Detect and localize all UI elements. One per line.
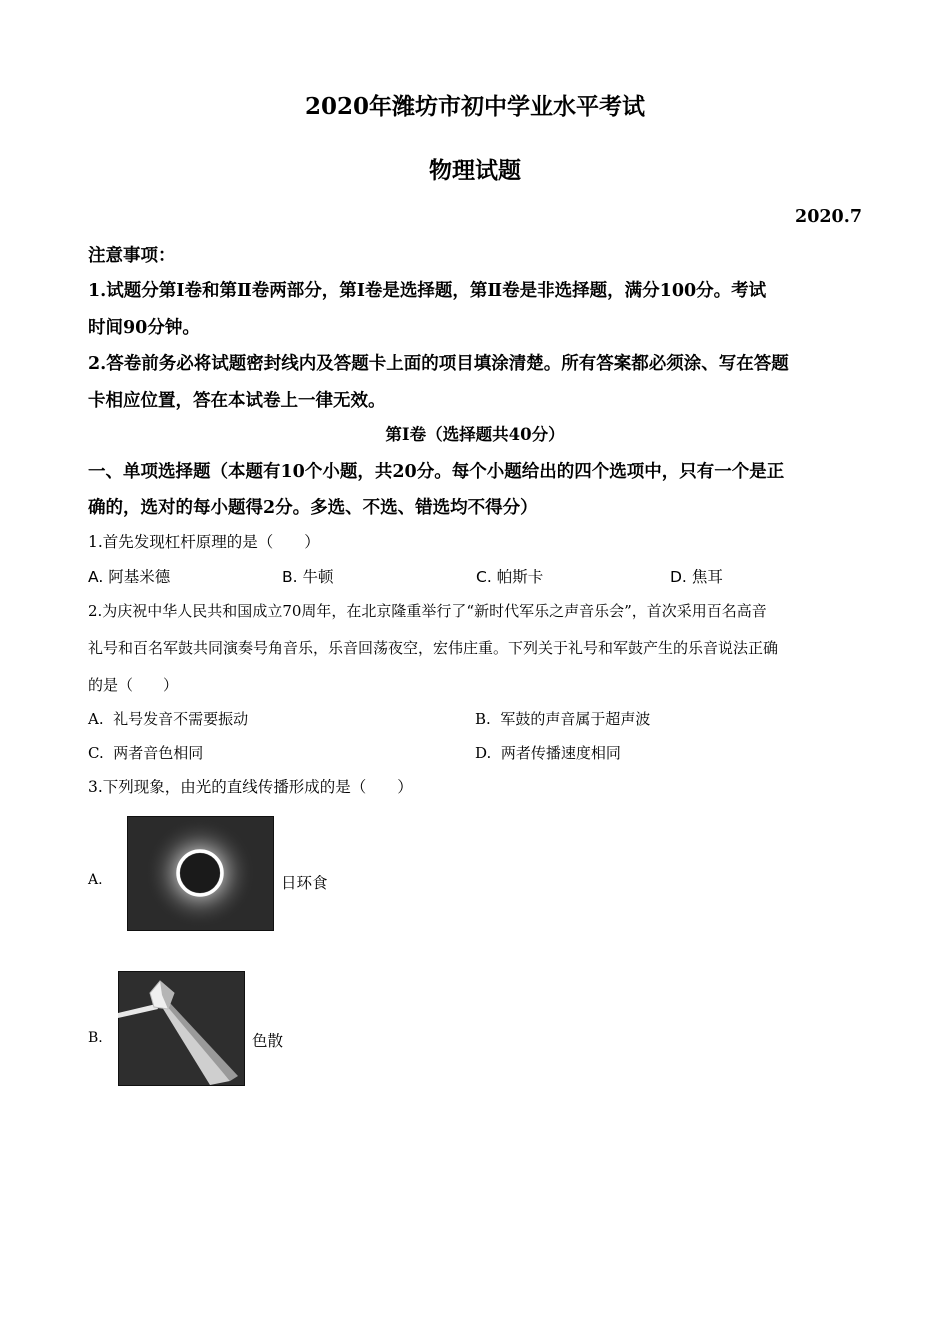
question-2-line2: 礼号和百名军鼓共同演奏号角音乐，乐音回荡夜空，宏伟庄重。下列关于礼号和军鼓产生的乐音说法正确	[88, 639, 779, 657]
option-letter: D.	[475, 744, 492, 762]
option-text: 牛顿	[302, 568, 334, 586]
notes-item2-line1: 2.答卷前务必将试题密封线内及答题卡上面的项目填涂清楚。所有答案都必须涂、写在答题	[88, 354, 789, 374]
option-text: 军鼓的声音属于超声波	[500, 710, 651, 728]
q3-option-a-caption: 日环食	[281, 874, 328, 892]
option-letter: A.	[88, 710, 104, 728]
option-text: 焦耳	[691, 568, 723, 586]
option-text: 礼号发音不需要振动	[113, 710, 249, 728]
volume-title: 第Ⅰ卷（选择题共40分）	[385, 425, 565, 444]
question-2-line1: 2.为庆祝中华人民共和国成立70周年，在北京隆重举行了“新时代军乐之声音乐会”，首次采用百名高音	[88, 602, 767, 620]
subject-title: 物理试题	[429, 157, 521, 184]
option-text: 阿基米德	[108, 568, 171, 586]
prism-dispersion-image	[118, 971, 245, 1086]
question-1-stem: 1.首先发现杠杆原理的是（ ）	[88, 533, 320, 551]
notes-item2-line2: 卡相应位置，答在本试卷上一律无效。	[88, 391, 386, 411]
part-heading-line2: 确的，选对的每小题得2分。多选、不选、错选均不得分）	[88, 498, 538, 518]
option-text: 帕斯卡	[496, 568, 544, 586]
option-letter: C.	[88, 744, 104, 762]
question-2-line3: 的是（ ）	[88, 676, 179, 694]
q3-option-b-caption: 色散	[252, 1032, 284, 1050]
q1-option-a	[88, 565, 170, 587]
q1-option-c	[476, 565, 543, 587]
q2-option-d	[475, 742, 621, 763]
q1-option-b	[282, 565, 334, 587]
q3-option-a-letter: A.	[88, 872, 103, 888]
annular-eclipse-image	[127, 816, 274, 931]
q2-option-c	[88, 742, 203, 763]
option-letter: C.	[476, 568, 492, 586]
option-text: 两者传播速度相同	[500, 744, 621, 762]
q3-option-b-letter: B.	[88, 1030, 103, 1046]
notes-item1-line1: 1.试题分第Ⅰ卷和第Ⅱ卷两部分，第Ⅰ卷是选择题，第Ⅱ卷是非选择题，满分100分。考试	[88, 281, 767, 301]
option-letter: A.	[88, 568, 104, 586]
notes-item1-line2: 时间90分钟。	[88, 318, 200, 338]
option-letter: B.	[475, 710, 491, 728]
notes-heading: 注意事项：	[88, 246, 176, 266]
option-text: 两者音色相同	[113, 744, 204, 762]
q2-option-b	[475, 708, 650, 729]
option-letter: D.	[670, 568, 687, 586]
question-3-stem: 3.下列现象，由光的直线传播形成的是（ ）	[88, 778, 413, 796]
part-heading-line1: 一、单项选择题（本题有10个小题，共20分。每个小题给出的四个选项中，只有一个是正	[88, 462, 785, 482]
exam-date: 2020.7	[795, 207, 862, 227]
exam-title: 2020年潍坊市初中学业水平考试	[304, 93, 645, 120]
option-letter: B.	[282, 568, 298, 586]
q1-option-d	[670, 565, 723, 587]
q2-option-a	[88, 708, 248, 729]
